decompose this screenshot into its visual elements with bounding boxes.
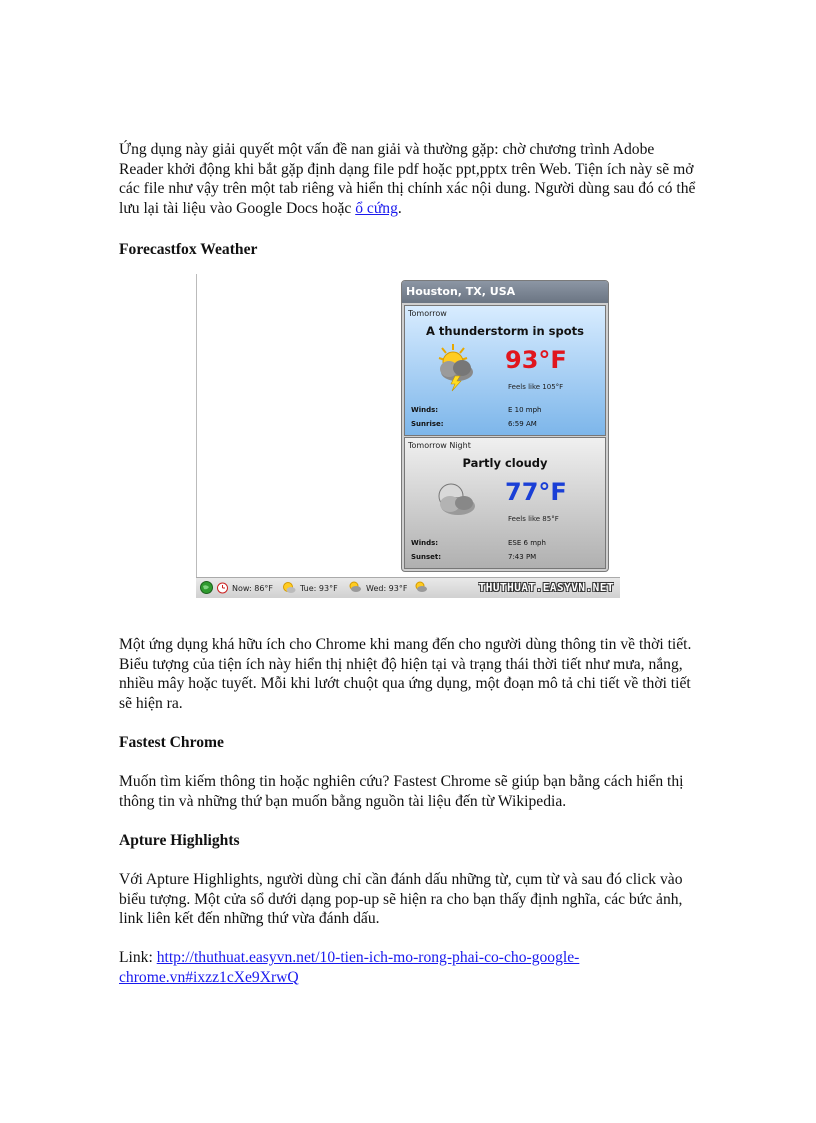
- heading-forecastfox: Forecastfox Weather: [119, 241, 258, 258]
- apture-paragraph: Với Apture Highlights, người dùng chỉ cần đánh dấu những từ, cụm từ và sau đó click vào biểu tượng. Một cửa sổ dưới dạng pop-up sẽ hiện ra cho bạn thấy định nghĩa, các bức ảnh, link liên kết đến những thứ vừa đánh dấu.: [119, 871, 683, 927]
- night-condition: Partly cloudy: [462, 456, 548, 470]
- intro-paragraph: [119, 140, 699, 218]
- tomorrow-night-panel: [404, 437, 606, 569]
- intro-text: Ứng dụng này giải quyết một vấn đề nan giải và thường gặp: chờ chương trình Adobe Reader khởi động khi bắt gặp định dạng file pdf hoặc ppt,pptx trên Web. Tiện ích này sẽ mở các file như vậy trên một tab riêng và hiển thị chính xác nội dung. Người dùng sau đó có thể lưu lại tài liệu vào Google Docs hoặc: [119, 141, 696, 217]
- weather-popup: [401, 280, 609, 572]
- sunrise-value: 6:59 AM: [508, 420, 537, 428]
- tuesday-forecast[interactable]: Tue: 93°F: [300, 584, 338, 593]
- source-link-line2: chrome.vn#ixzz1cXe9XrwQ: [119, 968, 299, 986]
- tomorrow-panel: [404, 305, 606, 436]
- night-feels-like: Feels like 85°F: [508, 515, 559, 523]
- forecastfox-globe-icon[interactable]: [200, 581, 213, 596]
- sunset-label: Sunset:: [411, 553, 442, 561]
- heading-apture: Apture Highlights: [119, 832, 240, 849]
- watermark-logo: THUTHUAT.EASYVN.NET: [478, 581, 614, 594]
- sun-cloud-icon: [282, 581, 296, 596]
- tomorrow-winds-label: Winds:: [411, 406, 439, 414]
- sunset-value: 7:43 PM: [508, 553, 537, 561]
- night-winds-label: Winds:: [411, 539, 439, 547]
- fastest-chrome-paragraph: Muốn tìm kiếm thông tin hoặc nghiên cứu? Fastest Chrome sẽ giúp bạn bằng cách hiển thị thông tin và những thứ bạn muốn bằng nguồn tài liệu đến từ Wikipedia.: [119, 773, 684, 810]
- tomorrow-feels-like: Feels like 105°F: [508, 383, 564, 391]
- hard-drive-link[interactable]: ổ cứng: [355, 199, 398, 217]
- storm-icon: [348, 581, 362, 596]
- partly-cloudy-night-icon: [431, 474, 481, 524]
- weather-location: Houston, TX, USA: [402, 281, 608, 303]
- tomorrow-label: Tomorrow: [408, 309, 447, 318]
- status-bar: [196, 577, 620, 598]
- night-label: Tomorrow Night: [408, 441, 471, 450]
- night-winds: ESE 6 mph: [508, 539, 546, 547]
- forecastfox-screenshot: [196, 274, 620, 598]
- night-temperature: 77°F: [505, 478, 567, 506]
- source-link-line1: http://thuthuat.easyvn.net/10-tien-ich-mo-rong-phai-co-cho-google-: [156, 949, 580, 966]
- tomorrow-temperature: 93°F: [505, 346, 567, 374]
- link-label: Link:: [119, 949, 157, 966]
- now-temperature[interactable]: Now: 86°F: [232, 584, 274, 593]
- sunrise-label: Sunrise:: [411, 420, 444, 428]
- storm-icon-2: [414, 581, 428, 596]
- thunderstorm-icon: [431, 342, 481, 392]
- forecastfox-paragraph: Một ứng dụng khá hữu ích cho Chrome khi mang đến cho người dùng thông tin về thời tiết. Biểu tượng của tiện ích này hiển thị nhiệt độ hiện tại và trạng thái thời tiết như mưa, nắng, nhiều mây hoặc tuyết. Mỗi khi lướt chuột qua ứng dụng, một đoạn mô tả chi tiết về thời tiết sẽ hiện ra.: [119, 636, 692, 712]
- tomorrow-winds: E 10 mph: [508, 406, 542, 414]
- source-link[interactable]: [119, 949, 579, 986]
- link-paragraph: [119, 948, 699, 987]
- tomorrow-condition: A thunderstorm in spots: [425, 324, 585, 338]
- wednesday-forecast[interactable]: Wed: 93°F: [366, 584, 408, 593]
- intro-end: .: [397, 199, 402, 217]
- figure-border: [196, 274, 197, 579]
- heading-fastest-chrome: Fastest Chrome: [119, 734, 224, 751]
- alarm-clock-icon[interactable]: [216, 581, 229, 596]
